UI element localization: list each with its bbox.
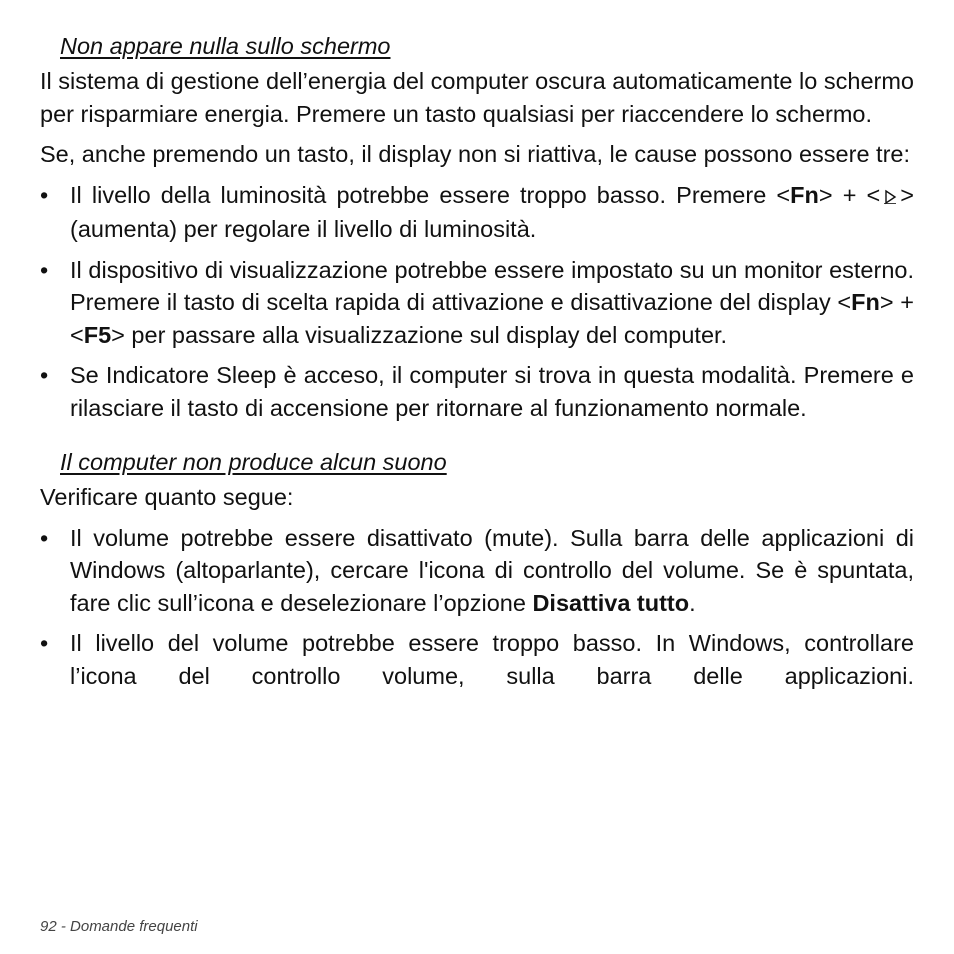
bullet-dot: •: [40, 524, 49, 551]
brightness-up-icon: [883, 181, 897, 214]
causes-list: [40, 179, 914, 425]
bullet-dot: •: [40, 181, 49, 208]
bullet-dot: •: [40, 256, 49, 283]
list-item-text: > + <: [818, 181, 881, 208]
bullet-dot: •: [40, 630, 49, 656]
section-heading-no-display: Non appare nulla sullo schermo: [60, 33, 391, 59]
list-item-text: > + <: [70, 289, 914, 348]
list-item-text: .: [689, 589, 696, 616]
paragraph-check-following: Verificare quanto segue:: [40, 484, 294, 510]
list-item-external-display: [40, 254, 914, 352]
list-item-brightness: [40, 179, 914, 246]
list-item-text: > per passare alla visualizzazione sul display del computer.: [111, 321, 728, 348]
list-item-text: Se Indicatore Sleep è acceso, il computer si trova in questa modalità. Premere e rilasciare il tasto di accensione per ritornare al funzionamento normale.: [70, 362, 914, 421]
list-item-sleep-indicator: [40, 359, 914, 424]
paragraph-power-management: Il sistema di gestione dell’energia del computer oscura automaticamente lo schermo per risparmiare energia. Premere un tasto qualsiasi per riaccendere lo schermo.: [40, 68, 914, 127]
list-item-text: Il livello del volume potrebbe essere troppo basso. In Windows, controllare l’icona del controllo volume, sulla barra delle applicazioni.: [70, 630, 914, 689]
list-item-text: Il dispositivo di visualizzazione potrebbe essere impostato su un monitor esterno. Premere il tasto di scelta rapida di attivazione e disattivazione del display <: [70, 256, 914, 315]
section-heading-no-sound: Il computer non produce alcun suono: [60, 449, 447, 475]
sound-checks-list: [40, 522, 914, 693]
option-disattiva-tutto: Disattiva tutto: [532, 589, 690, 616]
list-item-text: > (aumenta) per regolare il livello di luminosità.: [70, 181, 915, 242]
bullet-dot: •: [40, 362, 49, 388]
key-fn: Fn: [790, 181, 819, 208]
list-item-text: Il livello della luminosità potrebbe essere troppo basso. Premere <: [70, 181, 791, 208]
key-f5: F5: [83, 321, 112, 348]
key-fn: Fn: [851, 289, 880, 315]
list-item-volume-low: [40, 627, 914, 692]
list-item-mute: [40, 522, 914, 620]
paragraph-causes-intro: Se, anche premendo un tasto, il display non si riattiva, le cause possono essere tre:: [40, 141, 910, 167]
document-page: [40, 30, 914, 700]
list-item-text: Il volume potrebbe essere disattivato (mute). Sulla barra delle applicazioni di Windows (altoparlante), cercare l'icona di controllo del volume. Se è spuntata, fare clic sull’icona e deselezionare l’opzione: [70, 524, 914, 616]
page-footer: 92 - Domande frequenti: [40, 918, 198, 935]
